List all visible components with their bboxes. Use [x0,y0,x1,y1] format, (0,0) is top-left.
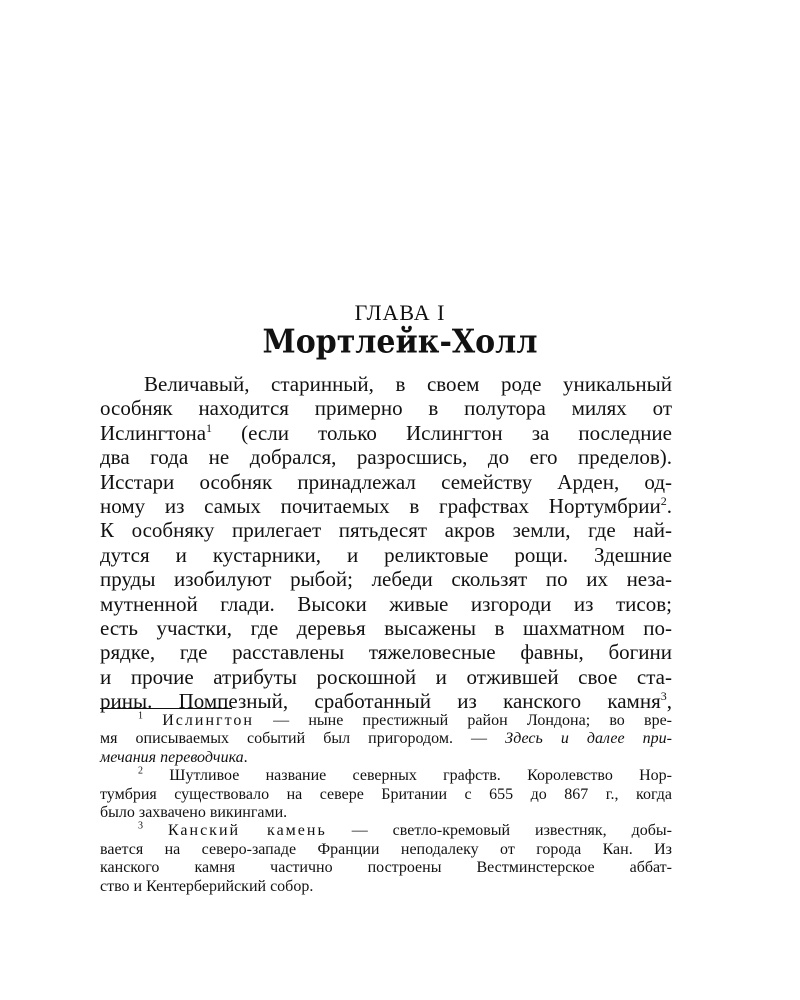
footnote-1-line: $^1$ Ислингтон — ныне престижный район Лондона; во вре- [138,710,673,729]
text-line: рины. Помпезный, сработанный из канского камня$^3$, [100,689,672,714]
text-line: два года не добрался, разросшись, до его пределов). [100,445,672,470]
text-line: пруды изобилуют рыбой; лебеди скользят по их неза- [100,567,672,592]
text-line: дутся и кустарники, и реликтовые рощи. Здешние [100,542,672,567]
footnote-mark: 1 [138,710,143,722]
footnote-3-line: канского камня частично построены Вестминстерское аббат- [100,859,672,877]
text-line: Исстари особняк принадлежал семейству Арден, од- [100,469,672,494]
footnote-2-line: тумбрия существовало на севере Британии с 655 до 867 г., когда [100,785,672,803]
text-line: Величавый, старинный, в своем роде уникальный [144,372,672,396]
footnote-3-line: вается на северо-западе Франции неподалеку от города Кан. Из [100,840,672,858]
text-line: мутненной глади. Высоки живые изгороди из тисов; [100,591,672,616]
text-line: ному из самых почитаемых в графствах Нортумбрии$^2$. [100,493,672,518]
footnote-ref: 1 [206,420,213,435]
text-line: рядке, где расставлены тяжеловесные фавны, богини [100,640,672,665]
footnote-ref: 2 [660,493,667,508]
footnote-3-line: ство и Кентерберийский собор. [100,877,314,895]
footnote-mark: 3 [138,821,143,833]
chapter-title: Мортлейк-Холл [262,323,538,362]
text-line: Ислингтона$^1$ (если только Ислингтон за последние [100,420,672,445]
footnote-2-line: $^2$ Шутливое название северных графств. Королевство Нор- [138,765,673,785]
footnote-term: Ислингтон [162,712,254,729]
main-text [100,372,672,713]
text-line: есть участки, где деревья высажены в шахматном по- [100,615,672,640]
chapter-number: ГЛАВА I [354,300,446,325]
footnote-ref: 3 [660,689,667,704]
text-line: особняк находится примерно в полутора милях от [100,396,672,421]
footnote-divider [100,708,232,709]
footnote-term: Канский камень [167,822,327,840]
text-line: и прочие атрибуты роскошной и отжившей свое ста- [100,664,672,689]
footnote-3-line: $^3$ Канский камень — светло-кремовый известняк, добы- [138,821,672,840]
footnote-1-line: мя описываемых событий был пригородом. — Здесь и далее при- [100,730,673,748]
footnotes [100,712,672,896]
footnote-mark: 2 [138,765,143,777]
footnote-2-line: было захвачено викингами. [100,803,288,821]
text-line: К особняку прилегает пятьдесят акров земли, где най- [100,518,672,543]
footnote-1-line: мечания переводчика. [100,748,248,766]
